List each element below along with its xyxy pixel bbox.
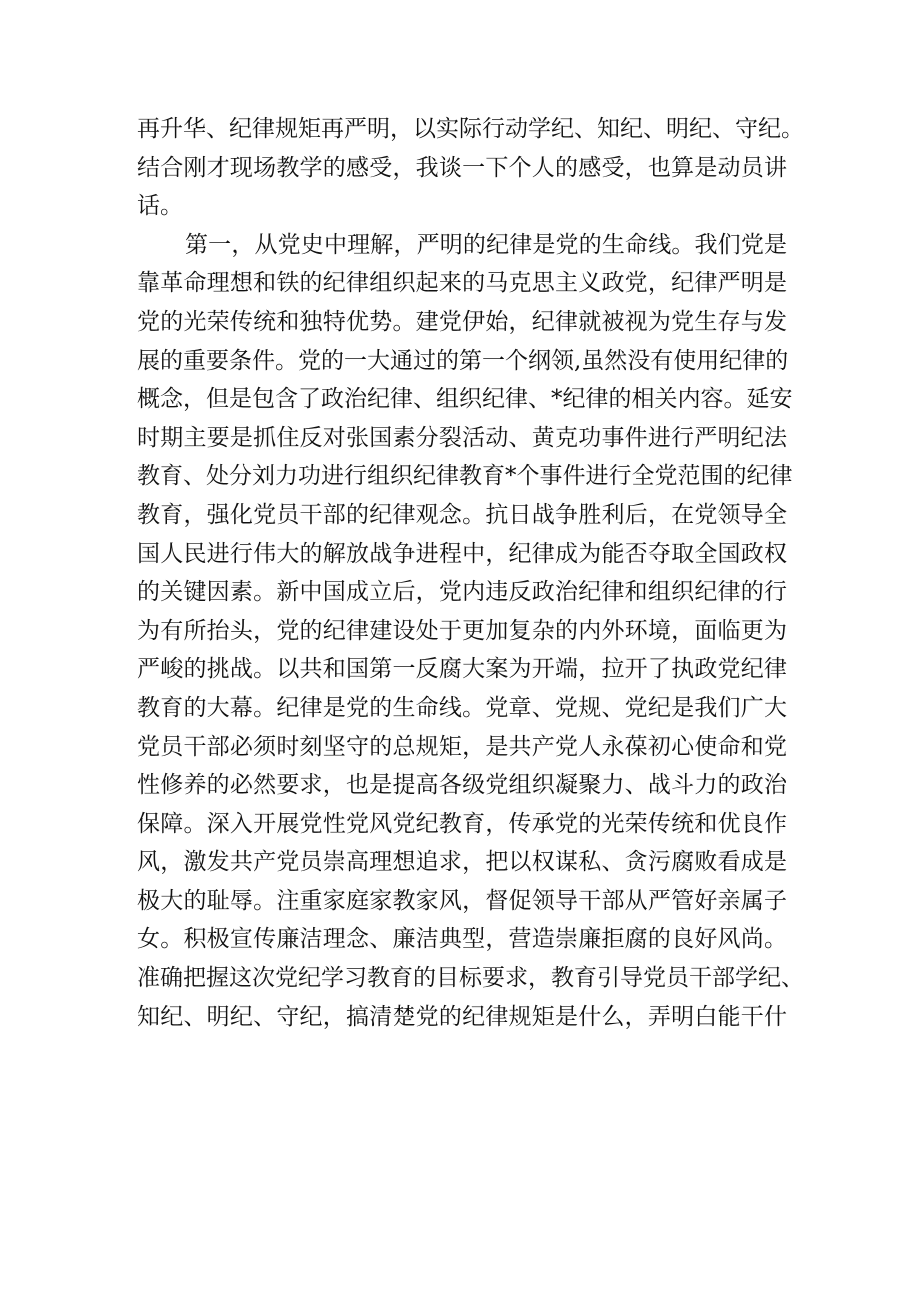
text-line: 教育、处分刘力功进行组织纪律教育*个事件进行全党范围的纪律 [137,463,793,490]
text-line: 概念，但是包含了政治纪律、组织纪律、*纪律的相关内容。延安 [137,386,793,413]
text-line: 教育的大幕。纪律是党的生命线。党章、党规、党纪是我们广大 [137,694,787,721]
text-line: 党员干部必须时刻坚守的总规矩，是共产党人永葆初心使命和党 [137,733,787,760]
text-line: 为有所抬头，党的纪律建设处于更加复杂的内外环境，面临更为 [137,617,787,644]
text-line: 严峻的挑战。以共和国第一反腐大案为开端，拉开了执政党纪律 [137,656,787,683]
text-line: 女。积极宣传廉洁理念、廉洁典型，营造崇廉拒腐的良好风尚。 [137,926,787,953]
text-line: 教育，强化党员干部的纪律观念。抗日战争胜利后，在党领导全 [137,501,787,528]
text-line: 保障。深入开展党性党风党纪教育，传承党的光荣传统和优良作 [137,810,787,837]
text-line: 准确把握这次党纪学习教育的目标要求，教育引导党员干部学纪、 [137,965,804,992]
text-line: 话。 [137,193,183,220]
text-line: 风，激发共产党员崇高理想追求，把以权谋私、贪污腐败看成是 [137,849,787,876]
document-body [137,110,804,1036]
text-line: 知纪、明纪、守纪，搞清楚党的纪律规矩是什么，弄明白能干什 [137,1003,787,1030]
text-line: 时期主要是抓住反对张国素分裂活动、黄克功事件进行严明纪法 [137,424,787,451]
text-line: 结合刚才现场教学的感受，我谈一下个人的感受，也算是动员讲 [137,154,787,181]
text-line: 极大的耻辱。注重家庭家教家风，督促领导干部从严管好亲属子 [137,887,787,914]
text-line: 展的重要条件。党的一大通过的第一个纲领,虽然没有使用纪律的 [137,347,789,374]
text-line: 性修养的必然要求，也是提高各级党组织凝聚力、战斗力的政治 [137,772,787,799]
text-line: 党的光荣传统和独特优势。建党伊始，纪律就被视为党生存与发 [137,308,787,335]
text-line: 的关键因素。新中国成立后，党内违反政治纪律和组织纪律的行 [137,579,787,606]
text-line: 国人民进行伟大的解放战争进程中，纪律成为能否夺取全国政权 [137,540,787,567]
text-line: 靠革命理想和铁的纪律组织起来的马克思主义政党，纪律严明是 [137,270,787,297]
text-line: 再升华、纪律规矩再严明，以实际行动学纪、知纪、明纪、守纪。 [137,116,804,142]
paragraph-first-line: 第一，从党史中理解，严明的纪律是党的生命线。我们党是 [185,231,787,258]
